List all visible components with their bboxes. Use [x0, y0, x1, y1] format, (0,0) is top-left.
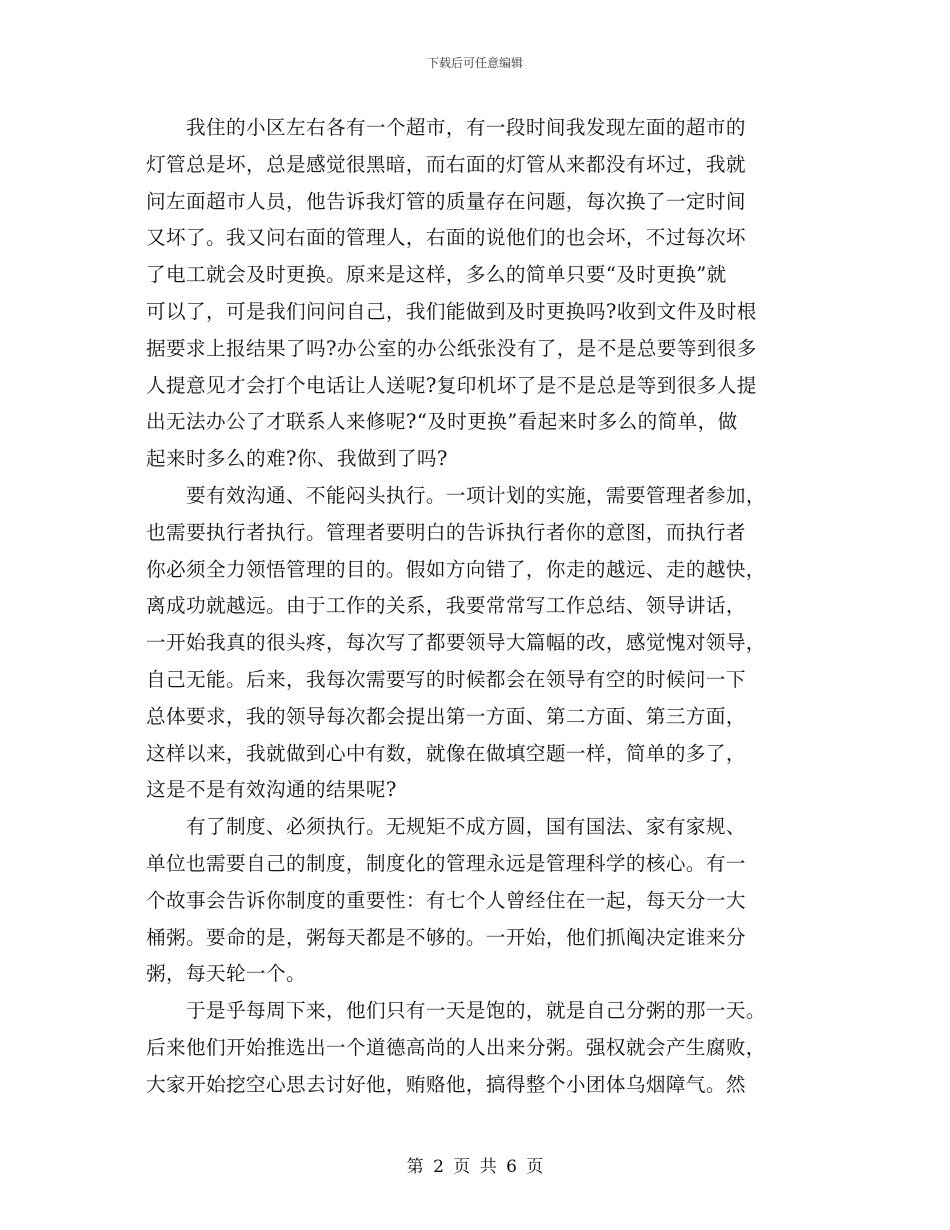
text-line: 据要求上报结果了吗?办公室的办公纸张没有了，是不是总要等到很多 [146, 336, 757, 360]
document-body [146, 110, 806, 1104]
text-line: 又坏了。我又问右面的管理人，右面的说他们的也会坏，不过每次坏 [146, 226, 746, 250]
text-line: 粥，每天轮一个。 [146, 962, 306, 986]
text-line: 问左面超市人员，他告诉我灯管的质量存在问题，每次换了一定时间 [146, 189, 746, 213]
text-line: 单位也需要自己的制度，制度化的管理永远是管理科学的核心。有一 [146, 851, 746, 875]
text-line: 后来他们开始推选出一个道德高尚的人出来分粥。强权就会产生腐败， [146, 1035, 766, 1059]
page-header: 下载后可任意编辑 [426, 56, 523, 70]
text-line: 这是不是有效沟通的结果呢? [146, 778, 397, 802]
text-line: 起来时多么的难?你、我做到了吗? [146, 447, 448, 471]
text-line: 可以了，可是我们问问自己，我们能做到及时更换吗?收到文件及时根 [146, 299, 757, 323]
text-line: 个故事会告诉你制度的重要性：有七个人曾经住在一起，每天分一大 [146, 888, 746, 912]
text-line: 了电工就会及时更换。原来是这样，多么的简单只要“及时更换”就 [146, 263, 727, 287]
text-line: 总体要求，我的领导每次都会提出第一方面、第二方面、第三方面， [146, 704, 746, 728]
text-line: 有了制度、必须执行。无规矩不成方圆，国有国法、家有家规、 [186, 815, 746, 839]
text-line: 于是乎每周下来，他们只有一天是饱的，就是自己分粥的那一天。 [186, 999, 766, 1023]
text-line: 出无法办公了才联系人来修呢?“及时更换”看起来时多么的简单，做 [146, 410, 738, 434]
text-line: 人提意见才会打个电话让人送呢?复印机坏了是不是总是等到很多人提 [146, 373, 757, 397]
text-line: 一开始我真的很头疼，每次写了都要领导大篇幅的改，感觉愧对领导， [146, 631, 766, 655]
text-line: 大家开始挖空心思去讨好他，贿赂他，搞得整个小团体乌烟障气。然 [146, 1072, 746, 1096]
text-line: 我住的小区左右各有一个超市，有一段时间我发现左面的超市的 [186, 116, 746, 139]
text-line: 离成功就越远。由于工作的关系，我要常常写工作总结、领导讲话， [146, 594, 746, 618]
text-line: 自己无能。后来，我每次需要写的时候都会在领导有空的时候问一下 [146, 667, 746, 691]
text-line: 桶粥。要命的是，粥每天都是不够的。一开始，他们抓阄决定谁来分 [146, 925, 746, 949]
text-line: 灯管总是坏，总是感觉很黑暗，而右面的灯管从来都没有坏过，我就 [146, 152, 746, 176]
page-number: 第 2 页 共 6 页 [406, 1157, 544, 1177]
text-line: 你必须全力领悟管理的目的。假如方向错了，你走的越远、走的越快， [146, 557, 766, 581]
text-line: 也需要执行者执行。管理者要明白的告诉执行者你的意图，而执行者 [146, 520, 746, 544]
text-line: 要有效沟通、不能闷头执行。一项计划的实施，需要管理者参加， [186, 483, 766, 507]
text-line: 这样以来，我就做到心中有数，就像在做填空题一样，简单的多了， [146, 741, 746, 765]
